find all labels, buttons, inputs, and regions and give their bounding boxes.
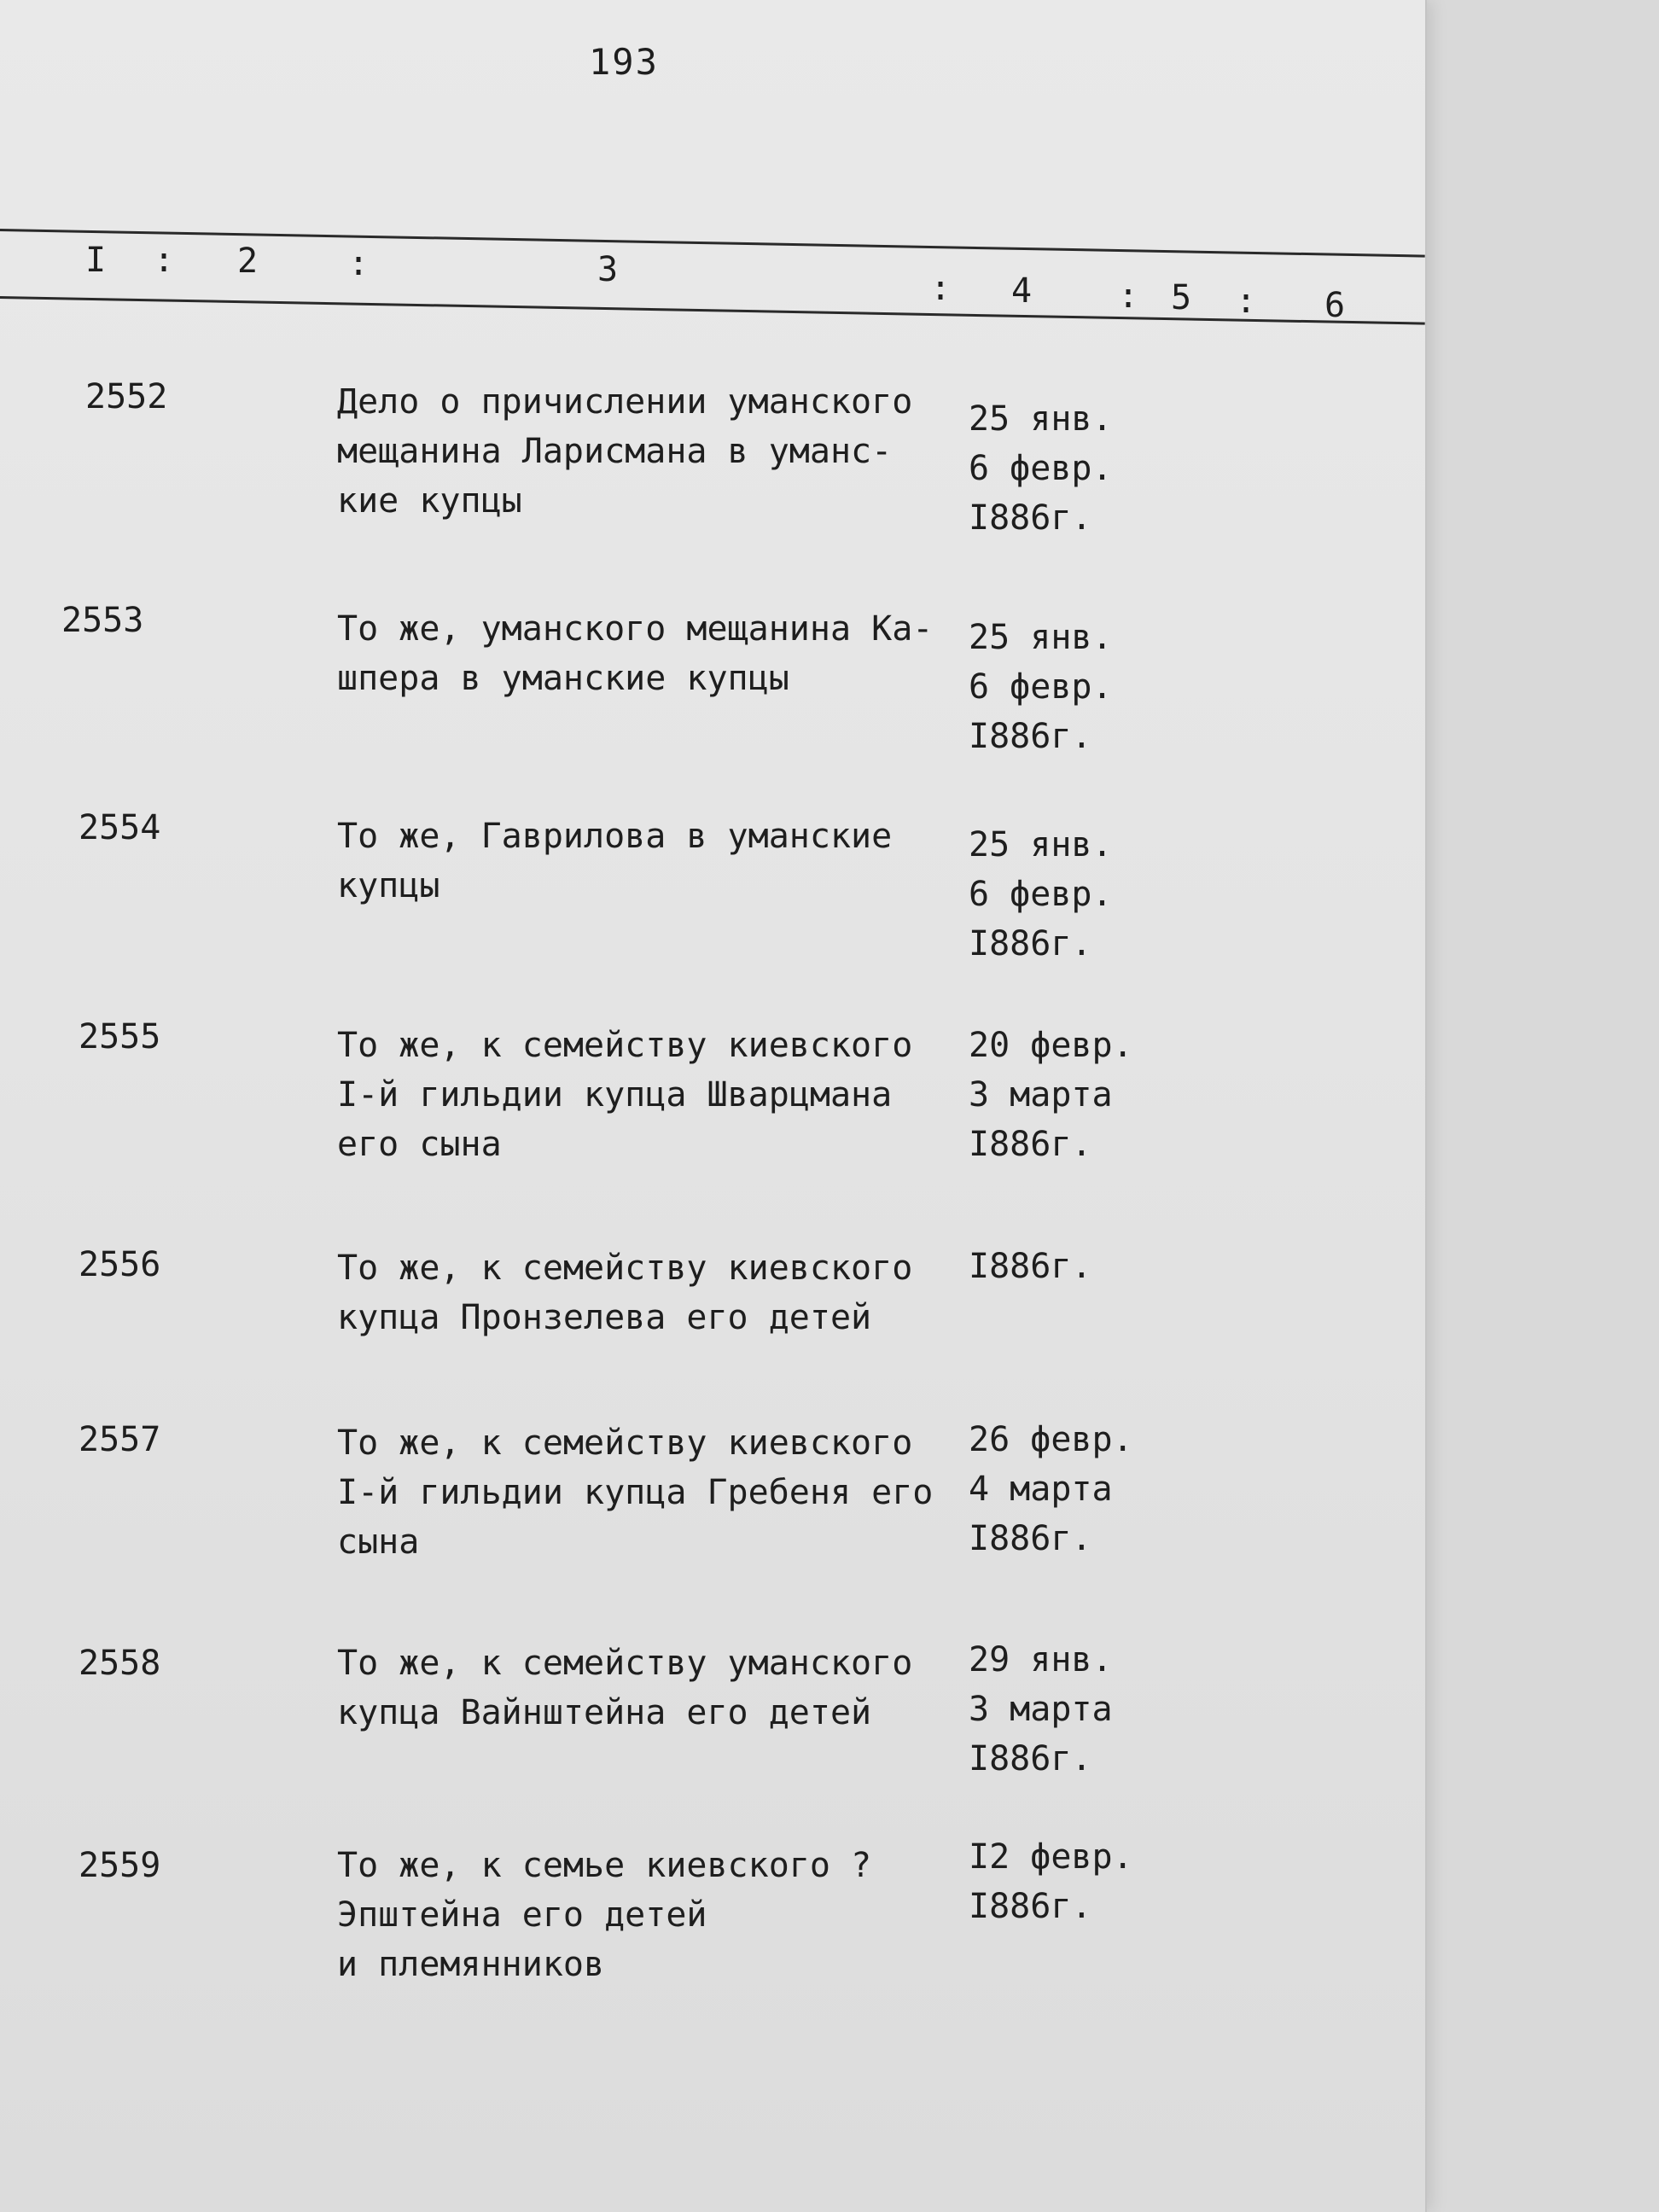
column-header-1: I (85, 241, 107, 280)
entry-number: 2557 (79, 1420, 161, 1459)
entry-description: То же, к семейству киевского купца Пронзелева его детей (337, 1249, 913, 1337)
header-rule-bottom (0, 296, 1425, 325)
entry-dates: 29 янв. 3 марта I886г. (969, 1640, 1113, 1778)
entry-dates: 25 янв. 6 февр. I886г. (969, 618, 1113, 756)
column-separator-1: : (154, 241, 175, 280)
column-header-2: 2 (237, 242, 259, 281)
entry-dates: I886г. (969, 1247, 1092, 1286)
entry-number: 2555 (79, 1017, 161, 1057)
entry-number: 2553 (61, 601, 144, 640)
entry-description: То же, к семье киевского ? Эпштейна его детей и племянников (337, 1846, 872, 1984)
header-rule-top (0, 229, 1425, 258)
column-separator-4: : (1118, 276, 1139, 316)
entry-description: Дело о причислении уманского мещанина Ларисмана в уманс- кие купцы (337, 382, 913, 521)
entry-dates: I2 февр. I886г. (969, 1837, 1133, 1926)
column-separator-3: : (930, 269, 952, 308)
column-header-5: 5 (1171, 278, 1192, 317)
page-number: 193 (589, 41, 659, 83)
entry-description: То же, Гаврилова в уманские купцы (337, 817, 893, 905)
column-header-3: 3 (597, 250, 619, 289)
entry-description: То же, к семейству уманского купца Вайнштейна его детей (337, 1644, 913, 1732)
entry-description: То же, к семейству киевского I-й гильдии купца Шварцмана его сына (337, 1026, 913, 1164)
column-separator-5: : (1236, 282, 1257, 321)
entry-dates: 25 янв. 6 февр. I886г. (969, 399, 1113, 538)
entry-dates: 25 янв. 6 февр. I886г. (969, 825, 1113, 963)
column-header-6: 6 (1324, 286, 1346, 325)
entry-number: 2556 (79, 1245, 161, 1284)
entry-number: 2558 (79, 1644, 161, 1683)
column-separator-2: : (348, 244, 370, 283)
entry-number: 2552 (85, 377, 168, 416)
entry-number: 2554 (79, 808, 161, 847)
entry-number: 2559 (79, 1846, 161, 1885)
entry-dates: 26 февр. 4 марта I886г. (969, 1420, 1133, 1558)
entry-dates: 20 февр. 3 марта I886г. (969, 1026, 1133, 1164)
column-header-4: 4 (1011, 271, 1033, 311)
entry-description: То же, уманского мещанина Ка- шпера в уманские купцы (337, 609, 934, 698)
entry-description: То же, к семейству киевского I-й гильдии купца Гребеня его сына (337, 1423, 934, 1562)
